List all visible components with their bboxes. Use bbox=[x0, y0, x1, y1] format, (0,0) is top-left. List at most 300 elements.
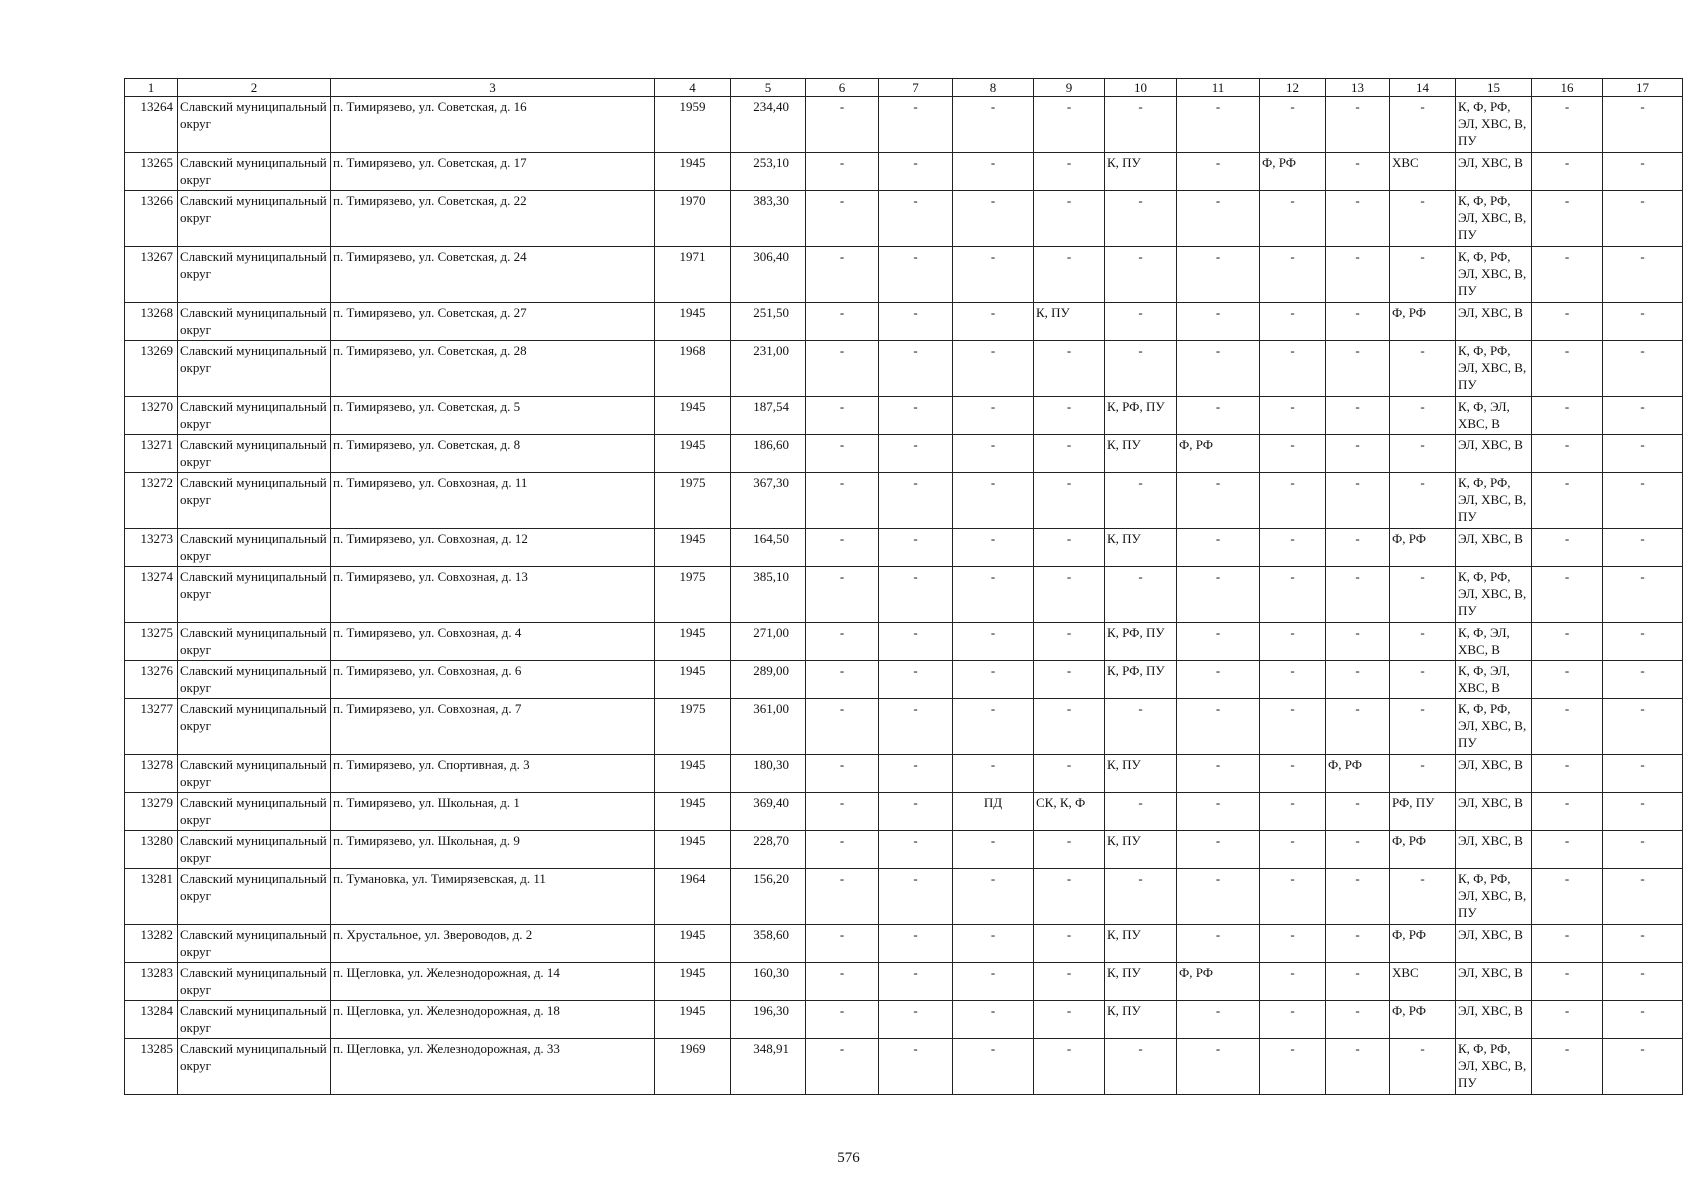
cell-col-15: ЭЛ, ХВС, В bbox=[1456, 755, 1532, 793]
cell-col-6: - bbox=[806, 963, 879, 1001]
cell-record-number: 13269 bbox=[125, 341, 178, 397]
cell-col-6: - bbox=[806, 567, 879, 623]
cell-col-15: К, Ф, РФ, ЭЛ, ХВС, В, ПУ bbox=[1456, 473, 1532, 529]
cell-municipality: Славский муниципальный округ bbox=[178, 963, 331, 1001]
cell-col-8: - bbox=[953, 869, 1034, 925]
cell-col-17: - bbox=[1603, 97, 1683, 153]
cell-col-9: - bbox=[1034, 925, 1105, 963]
cell-col-8: - bbox=[953, 397, 1034, 435]
cell-col-13: - bbox=[1326, 247, 1390, 303]
cell-col-7: - bbox=[879, 435, 953, 473]
cell-col-10: К, ПУ bbox=[1105, 963, 1177, 1001]
cell-record-number: 13279 bbox=[125, 793, 178, 831]
cell-col-17: - bbox=[1603, 623, 1683, 661]
cell-col-15: К, Ф, РФ, ЭЛ, ХВС, В, ПУ bbox=[1456, 699, 1532, 755]
cell-address: п. Тимирязево, ул. Совхозная, д. 4 bbox=[331, 623, 655, 661]
cell-record-number: 13273 bbox=[125, 529, 178, 567]
cell-col-15: ЭЛ, ХВС, В bbox=[1456, 963, 1532, 1001]
cell-col-14: - bbox=[1390, 435, 1456, 473]
cell-area: 156,20 bbox=[731, 869, 806, 925]
cell-col-11: Ф, РФ bbox=[1177, 435, 1260, 473]
cell-col-11: - bbox=[1177, 153, 1260, 191]
cell-col-10: - bbox=[1105, 869, 1177, 925]
cell-col-10: - bbox=[1105, 793, 1177, 831]
cell-col-10: К, РФ, ПУ bbox=[1105, 623, 1177, 661]
cell-municipality: Славский муниципальный округ bbox=[178, 1039, 331, 1095]
cell-col-12: - bbox=[1260, 341, 1326, 397]
cell-col-17: - bbox=[1603, 303, 1683, 341]
cell-col-11: - bbox=[1177, 623, 1260, 661]
cell-col-11: - bbox=[1177, 755, 1260, 793]
cell-municipality: Славский муниципальный округ bbox=[178, 97, 331, 153]
cell-col-10: - bbox=[1105, 303, 1177, 341]
table-row bbox=[125, 153, 1683, 191]
cell-col-14: - bbox=[1390, 661, 1456, 699]
cell-col-15: ЭЛ, ХВС, В bbox=[1456, 153, 1532, 191]
cell-col-13: - bbox=[1326, 963, 1390, 1001]
table-row bbox=[125, 529, 1683, 567]
cell-col-9: - bbox=[1034, 341, 1105, 397]
cell-municipality: Славский муниципальный округ bbox=[178, 661, 331, 699]
cell-municipality: Славский муниципальный округ bbox=[178, 341, 331, 397]
cell-year-built: 1945 bbox=[655, 831, 731, 869]
column-header: 5 bbox=[731, 79, 806, 97]
cell-col-6: - bbox=[806, 623, 879, 661]
cell-col-13: - bbox=[1326, 473, 1390, 529]
cell-col-15: ЭЛ, ХВС, В bbox=[1456, 793, 1532, 831]
cell-col-10: К, ПУ bbox=[1105, 529, 1177, 567]
cell-col-11: - bbox=[1177, 473, 1260, 529]
cell-col-7: - bbox=[879, 341, 953, 397]
cell-col-17: - bbox=[1603, 831, 1683, 869]
table-row bbox=[125, 341, 1683, 397]
cell-col-13: - bbox=[1326, 397, 1390, 435]
cell-col-8: - bbox=[953, 473, 1034, 529]
table-row bbox=[125, 661, 1683, 699]
cell-col-7: - bbox=[879, 963, 953, 1001]
cell-col-11: - bbox=[1177, 699, 1260, 755]
cell-col-16: - bbox=[1532, 755, 1603, 793]
cell-col-9: - bbox=[1034, 1039, 1105, 1095]
cell-year-built: 1945 bbox=[655, 661, 731, 699]
cell-col-12: - bbox=[1260, 303, 1326, 341]
column-header: 9 bbox=[1034, 79, 1105, 97]
table-row bbox=[125, 397, 1683, 435]
cell-col-10: - bbox=[1105, 97, 1177, 153]
cell-col-8: - bbox=[953, 963, 1034, 1001]
cell-col-14: ХВС bbox=[1390, 963, 1456, 1001]
table-row bbox=[125, 793, 1683, 831]
cell-col-11: - bbox=[1177, 661, 1260, 699]
cell-col-14: - bbox=[1390, 869, 1456, 925]
cell-col-9: - bbox=[1034, 755, 1105, 793]
cell-municipality: Славский муниципальный округ bbox=[178, 755, 331, 793]
cell-municipality: Славский муниципальный округ bbox=[178, 397, 331, 435]
cell-col-6: - bbox=[806, 1039, 879, 1095]
cell-col-6: - bbox=[806, 473, 879, 529]
cell-record-number: 13282 bbox=[125, 925, 178, 963]
cell-col-17: - bbox=[1603, 529, 1683, 567]
cell-col-12: - bbox=[1260, 1039, 1326, 1095]
cell-col-10: - bbox=[1105, 473, 1177, 529]
table-row bbox=[125, 435, 1683, 473]
cell-col-14: Ф, РФ bbox=[1390, 303, 1456, 341]
cell-col-17: - bbox=[1603, 869, 1683, 925]
cell-col-11: - bbox=[1177, 397, 1260, 435]
cell-address: п. Тимирязево, ул. Советская, д. 27 bbox=[331, 303, 655, 341]
data-table-container bbox=[124, 78, 1683, 1095]
cell-year-built: 1970 bbox=[655, 191, 731, 247]
table-row bbox=[125, 623, 1683, 661]
column-header: 2 bbox=[178, 79, 331, 97]
cell-col-12: - bbox=[1260, 963, 1326, 1001]
column-header: 11 bbox=[1177, 79, 1260, 97]
cell-municipality: Славский муниципальный округ bbox=[178, 623, 331, 661]
cell-col-17: - bbox=[1603, 1001, 1683, 1039]
cell-col-12: - bbox=[1260, 97, 1326, 153]
cell-year-built: 1945 bbox=[655, 623, 731, 661]
cell-col-15: ЭЛ, ХВС, В bbox=[1456, 303, 1532, 341]
cell-col-17: - bbox=[1603, 473, 1683, 529]
table-row bbox=[125, 869, 1683, 925]
cell-col-16: - bbox=[1532, 303, 1603, 341]
cell-address: п. Тимирязево, ул. Советская, д. 5 bbox=[331, 397, 655, 435]
cell-col-9: - bbox=[1034, 435, 1105, 473]
cell-col-6: - bbox=[806, 191, 879, 247]
cell-area: 385,10 bbox=[731, 567, 806, 623]
cell-col-13: - bbox=[1326, 793, 1390, 831]
table-row bbox=[125, 97, 1683, 153]
cell-area: 361,00 bbox=[731, 699, 806, 755]
cell-col-17: - bbox=[1603, 191, 1683, 247]
cell-col-16: - bbox=[1532, 661, 1603, 699]
cell-col-10: К, РФ, ПУ bbox=[1105, 397, 1177, 435]
cell-record-number: 13280 bbox=[125, 831, 178, 869]
cell-col-17: - bbox=[1603, 397, 1683, 435]
table-row bbox=[125, 1039, 1683, 1095]
cell-col-12: - bbox=[1260, 661, 1326, 699]
column-header: 7 bbox=[879, 79, 953, 97]
cell-col-11: - bbox=[1177, 925, 1260, 963]
cell-area: 358,60 bbox=[731, 925, 806, 963]
cell-col-8: - bbox=[953, 1039, 1034, 1095]
cell-col-12: - bbox=[1260, 793, 1326, 831]
cell-col-6: - bbox=[806, 435, 879, 473]
cell-col-9: - bbox=[1034, 191, 1105, 247]
cell-col-10: К, РФ, ПУ bbox=[1105, 661, 1177, 699]
cell-col-6: - bbox=[806, 397, 879, 435]
table-row bbox=[125, 755, 1683, 793]
cell-col-9: - bbox=[1034, 831, 1105, 869]
cell-year-built: 1968 bbox=[655, 341, 731, 397]
cell-address: п. Тимирязево, ул. Советская, д. 22 bbox=[331, 191, 655, 247]
table-row bbox=[125, 191, 1683, 247]
cell-col-12: - bbox=[1260, 247, 1326, 303]
cell-record-number: 13268 bbox=[125, 303, 178, 341]
cell-record-number: 13278 bbox=[125, 755, 178, 793]
cell-col-14: - bbox=[1390, 699, 1456, 755]
cell-record-number: 13265 bbox=[125, 153, 178, 191]
cell-year-built: 1945 bbox=[655, 1001, 731, 1039]
cell-address: п. Щегловка, ул. Железнодорожная, д. 14 bbox=[331, 963, 655, 1001]
cell-municipality: Славский муниципальный округ bbox=[178, 473, 331, 529]
cell-col-14: - bbox=[1390, 755, 1456, 793]
cell-col-14: - bbox=[1390, 191, 1456, 247]
cell-col-8: - bbox=[953, 623, 1034, 661]
cell-col-7: - bbox=[879, 397, 953, 435]
cell-col-13: - bbox=[1326, 303, 1390, 341]
cell-col-8: - bbox=[953, 699, 1034, 755]
cell-col-13: - bbox=[1326, 529, 1390, 567]
cell-col-15: К, Ф, ЭЛ, ХВС, В bbox=[1456, 397, 1532, 435]
cell-col-9: К, ПУ bbox=[1034, 303, 1105, 341]
cell-address: п. Тимирязево, ул. Спортивная, д. 3 bbox=[331, 755, 655, 793]
cell-col-6: - bbox=[806, 793, 879, 831]
cell-col-8: - bbox=[953, 247, 1034, 303]
cell-area: 348,91 bbox=[731, 1039, 806, 1095]
table-row bbox=[125, 831, 1683, 869]
cell-col-13: - bbox=[1326, 191, 1390, 247]
cell-record-number: 13271 bbox=[125, 435, 178, 473]
column-header: 8 bbox=[953, 79, 1034, 97]
cell-col-17: - bbox=[1603, 153, 1683, 191]
table-row bbox=[125, 963, 1683, 1001]
cell-col-10: К, ПУ bbox=[1105, 435, 1177, 473]
cell-col-16: - bbox=[1532, 963, 1603, 1001]
cell-col-14: - bbox=[1390, 97, 1456, 153]
cell-col-9: - bbox=[1034, 97, 1105, 153]
cell-col-13: - bbox=[1326, 831, 1390, 869]
cell-col-16: - bbox=[1532, 925, 1603, 963]
cell-col-9: - bbox=[1034, 699, 1105, 755]
cell-area: 383,30 bbox=[731, 191, 806, 247]
cell-col-12: - bbox=[1260, 869, 1326, 925]
cell-col-14: Ф, РФ bbox=[1390, 1001, 1456, 1039]
cell-col-9: - bbox=[1034, 247, 1105, 303]
cell-col-15: К, Ф, РФ, ЭЛ, ХВС, В, ПУ bbox=[1456, 869, 1532, 925]
cell-record-number: 13274 bbox=[125, 567, 178, 623]
cell-municipality: Славский муниципальный округ bbox=[178, 191, 331, 247]
cell-col-8: - bbox=[953, 153, 1034, 191]
cell-area: 186,60 bbox=[731, 435, 806, 473]
cell-col-15: К, Ф, РФ, ЭЛ, ХВС, В, ПУ bbox=[1456, 191, 1532, 247]
cell-col-12: - bbox=[1260, 567, 1326, 623]
cell-col-17: - bbox=[1603, 661, 1683, 699]
cell-col-6: - bbox=[806, 529, 879, 567]
cell-col-12: Ф, РФ bbox=[1260, 153, 1326, 191]
cell-col-9: СК, К, Ф bbox=[1034, 793, 1105, 831]
cell-area: 180,30 bbox=[731, 755, 806, 793]
column-header: 14 bbox=[1390, 79, 1456, 97]
column-header: 6 bbox=[806, 79, 879, 97]
cell-col-16: - bbox=[1532, 97, 1603, 153]
table-row bbox=[125, 567, 1683, 623]
cell-col-7: - bbox=[879, 247, 953, 303]
cell-col-10: - bbox=[1105, 567, 1177, 623]
cell-municipality: Славский муниципальный округ bbox=[178, 529, 331, 567]
cell-col-13: - bbox=[1326, 869, 1390, 925]
cell-area: 271,00 bbox=[731, 623, 806, 661]
cell-col-12: - bbox=[1260, 191, 1326, 247]
cell-col-16: - bbox=[1532, 435, 1603, 473]
cell-address: п. Тимирязево, ул. Совхозная, д. 6 bbox=[331, 661, 655, 699]
data-table bbox=[124, 78, 1683, 1095]
cell-area: 289,00 bbox=[731, 661, 806, 699]
cell-col-15: ЭЛ, ХВС, В bbox=[1456, 831, 1532, 869]
cell-col-14: Ф, РФ bbox=[1390, 925, 1456, 963]
cell-col-17: - bbox=[1603, 755, 1683, 793]
cell-col-8: - bbox=[953, 661, 1034, 699]
cell-municipality: Славский муниципальный округ bbox=[178, 793, 331, 831]
cell-col-6: - bbox=[806, 341, 879, 397]
cell-col-11: - bbox=[1177, 831, 1260, 869]
cell-address: п. Тимирязево, ул. Советская, д. 28 bbox=[331, 341, 655, 397]
cell-municipality: Славский муниципальный округ bbox=[178, 247, 331, 303]
cell-year-built: 1945 bbox=[655, 303, 731, 341]
cell-col-6: - bbox=[806, 699, 879, 755]
cell-col-16: - bbox=[1532, 341, 1603, 397]
cell-year-built: 1975 bbox=[655, 699, 731, 755]
cell-col-7: - bbox=[879, 473, 953, 529]
cell-col-14: ХВС bbox=[1390, 153, 1456, 191]
cell-col-11: - bbox=[1177, 97, 1260, 153]
cell-col-15: ЭЛ, ХВС, В bbox=[1456, 1001, 1532, 1039]
cell-area: 228,70 bbox=[731, 831, 806, 869]
cell-col-11: - bbox=[1177, 1039, 1260, 1095]
cell-area: 251,50 bbox=[731, 303, 806, 341]
header-row bbox=[125, 79, 1683, 97]
cell-col-10: К, ПУ bbox=[1105, 1001, 1177, 1039]
column-header: 13 bbox=[1326, 79, 1390, 97]
cell-record-number: 13277 bbox=[125, 699, 178, 755]
cell-col-17: - bbox=[1603, 699, 1683, 755]
cell-col-14: - bbox=[1390, 1039, 1456, 1095]
cell-col-12: - bbox=[1260, 925, 1326, 963]
cell-address: п. Тимирязево, ул. Совхозная, д. 7 bbox=[331, 699, 655, 755]
cell-col-17: - bbox=[1603, 247, 1683, 303]
cell-col-15: К, Ф, РФ, ЭЛ, ХВС, В, ПУ bbox=[1456, 1039, 1532, 1095]
column-header: 4 bbox=[655, 79, 731, 97]
cell-col-7: - bbox=[879, 97, 953, 153]
cell-municipality: Славский муниципальный округ bbox=[178, 303, 331, 341]
cell-col-12: - bbox=[1260, 1001, 1326, 1039]
cell-col-6: - bbox=[806, 869, 879, 925]
cell-col-14: - bbox=[1390, 397, 1456, 435]
cell-col-14: Ф, РФ bbox=[1390, 529, 1456, 567]
cell-col-6: - bbox=[806, 661, 879, 699]
cell-area: 196,30 bbox=[731, 1001, 806, 1039]
cell-col-16: - bbox=[1532, 247, 1603, 303]
cell-col-13: - bbox=[1326, 341, 1390, 397]
table-row bbox=[125, 699, 1683, 755]
cell-col-13: - bbox=[1326, 699, 1390, 755]
cell-col-8: - bbox=[953, 567, 1034, 623]
cell-col-12: - bbox=[1260, 473, 1326, 529]
cell-address: п. Хрустальное, ул. Звероводов, д. 2 bbox=[331, 925, 655, 963]
cell-area: 160,30 bbox=[731, 963, 806, 1001]
cell-col-17: - bbox=[1603, 567, 1683, 623]
cell-col-8: - bbox=[953, 341, 1034, 397]
cell-col-15: ЭЛ, ХВС, В bbox=[1456, 925, 1532, 963]
cell-year-built: 1969 bbox=[655, 1039, 731, 1095]
cell-year-built: 1975 bbox=[655, 473, 731, 529]
cell-record-number: 13267 bbox=[125, 247, 178, 303]
cell-col-12: - bbox=[1260, 623, 1326, 661]
cell-col-9: - bbox=[1034, 567, 1105, 623]
cell-address: п. Тимирязево, ул. Совхозная, д. 13 bbox=[331, 567, 655, 623]
cell-col-15: К, Ф, РФ, ЭЛ, ХВС, В, ПУ bbox=[1456, 247, 1532, 303]
cell-col-10: - bbox=[1105, 191, 1177, 247]
cell-year-built: 1959 bbox=[655, 97, 731, 153]
cell-address: п. Тимирязево, ул. Советская, д. 24 bbox=[331, 247, 655, 303]
table-row bbox=[125, 925, 1683, 963]
cell-col-6: - bbox=[806, 303, 879, 341]
cell-record-number: 13284 bbox=[125, 1001, 178, 1039]
cell-area: 187,54 bbox=[731, 397, 806, 435]
cell-municipality: Славский муниципальный округ bbox=[178, 925, 331, 963]
cell-col-13: - bbox=[1326, 153, 1390, 191]
cell-col-11: - bbox=[1177, 247, 1260, 303]
cell-col-16: - bbox=[1532, 793, 1603, 831]
cell-municipality: Славский муниципальный округ bbox=[178, 435, 331, 473]
cell-col-11: - bbox=[1177, 793, 1260, 831]
cell-col-8: - bbox=[953, 191, 1034, 247]
cell-record-number: 13275 bbox=[125, 623, 178, 661]
cell-year-built: 1971 bbox=[655, 247, 731, 303]
cell-col-16: - bbox=[1532, 869, 1603, 925]
cell-col-9: - bbox=[1034, 529, 1105, 567]
cell-col-6: - bbox=[806, 97, 879, 153]
cell-year-built: 1945 bbox=[655, 529, 731, 567]
page-number: 576 bbox=[837, 1150, 860, 1166]
cell-col-9: - bbox=[1034, 1001, 1105, 1039]
cell-col-14: - bbox=[1390, 473, 1456, 529]
cell-col-8: ПД bbox=[953, 793, 1034, 831]
cell-col-10: К, ПУ bbox=[1105, 831, 1177, 869]
cell-area: 231,00 bbox=[731, 341, 806, 397]
cell-col-11: - bbox=[1177, 869, 1260, 925]
cell-col-15: К, Ф, ЭЛ, ХВС, В bbox=[1456, 623, 1532, 661]
cell-area: 164,50 bbox=[731, 529, 806, 567]
cell-col-6: - bbox=[806, 1001, 879, 1039]
cell-col-16: - bbox=[1532, 567, 1603, 623]
cell-year-built: 1945 bbox=[655, 435, 731, 473]
cell-col-14: РФ, ПУ bbox=[1390, 793, 1456, 831]
cell-col-14: - bbox=[1390, 623, 1456, 661]
cell-col-9: - bbox=[1034, 869, 1105, 925]
cell-col-14: - bbox=[1390, 567, 1456, 623]
cell-record-number: 13283 bbox=[125, 963, 178, 1001]
cell-col-16: - bbox=[1532, 831, 1603, 869]
cell-col-7: - bbox=[879, 925, 953, 963]
cell-col-7: - bbox=[879, 191, 953, 247]
cell-col-13: - bbox=[1326, 623, 1390, 661]
cell-col-7: - bbox=[879, 699, 953, 755]
table-row bbox=[125, 303, 1683, 341]
cell-col-16: - bbox=[1532, 473, 1603, 529]
cell-col-10: - bbox=[1105, 341, 1177, 397]
cell-col-16: - bbox=[1532, 699, 1603, 755]
cell-col-7: - bbox=[879, 661, 953, 699]
cell-record-number: 13285 bbox=[125, 1039, 178, 1095]
cell-col-10: К, ПУ bbox=[1105, 153, 1177, 191]
cell-address: п. Щегловка, ул. Железнодорожная, д. 18 bbox=[331, 1001, 655, 1039]
cell-col-7: - bbox=[879, 303, 953, 341]
cell-record-number: 13264 bbox=[125, 97, 178, 153]
cell-col-6: - bbox=[806, 153, 879, 191]
cell-municipality: Славский муниципальный округ bbox=[178, 153, 331, 191]
cell-col-13: - bbox=[1326, 1001, 1390, 1039]
